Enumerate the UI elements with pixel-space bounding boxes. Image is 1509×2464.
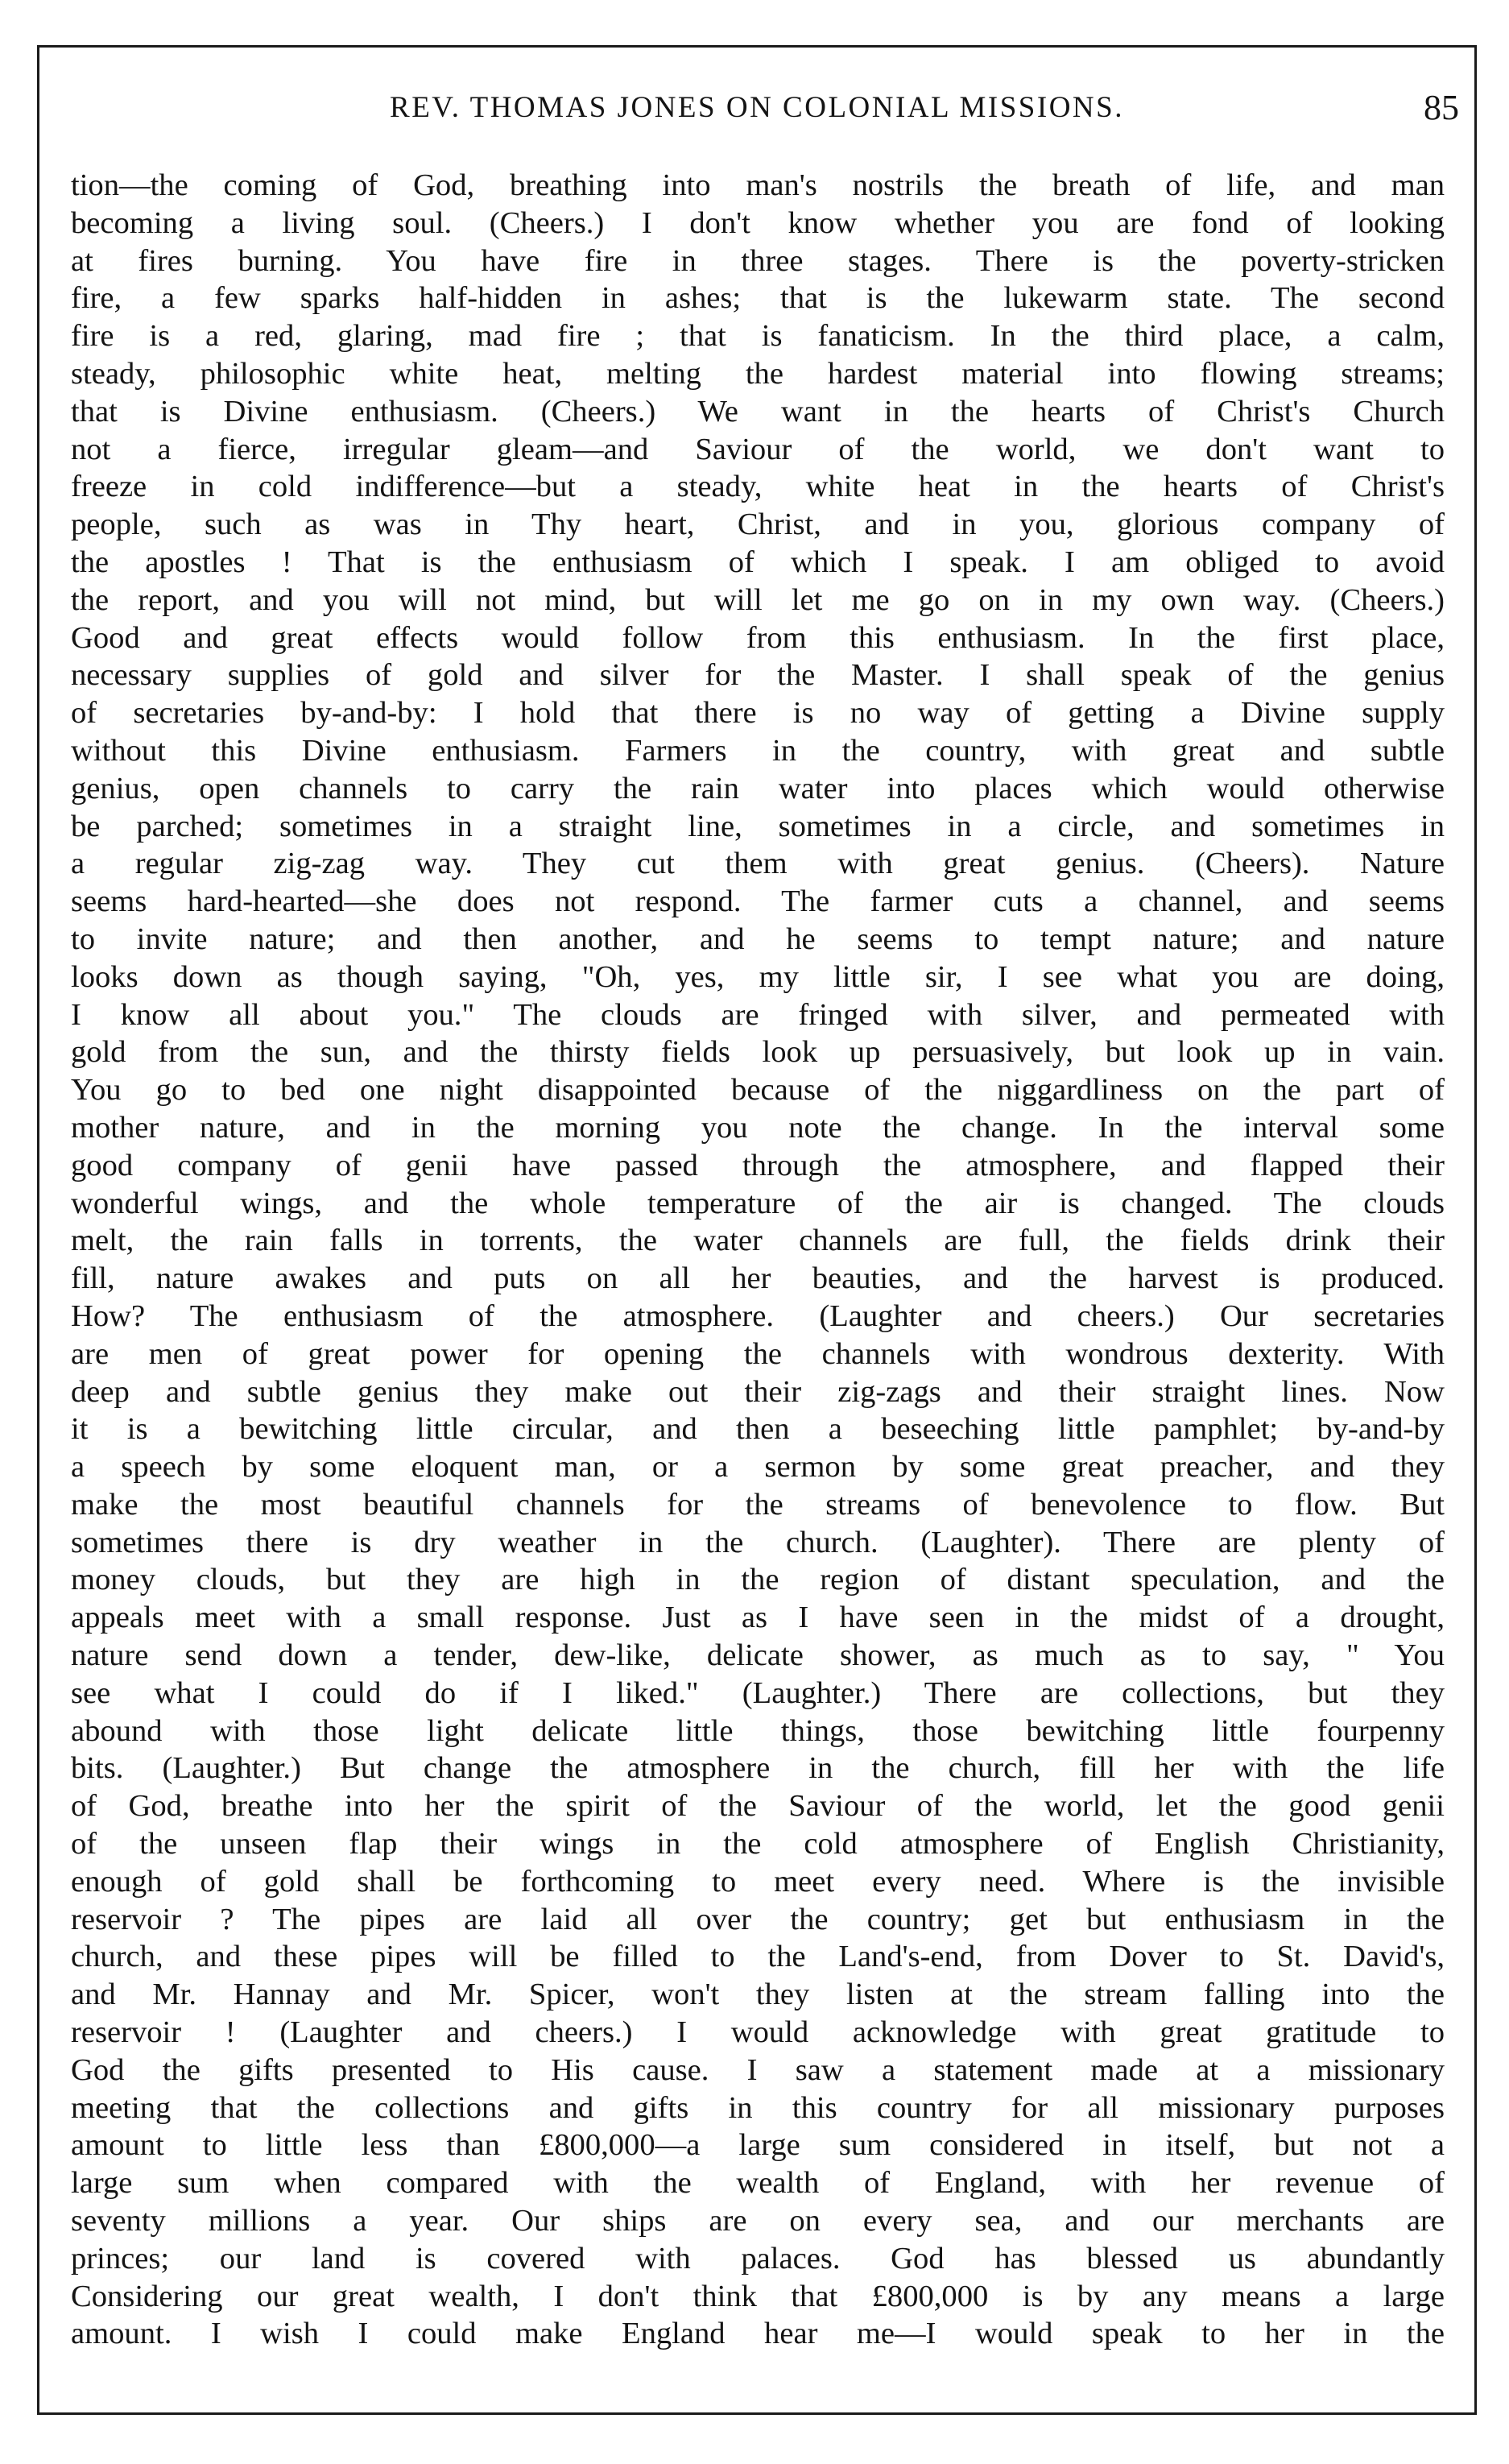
text-line: money clouds, but they are high in the region of distant speculation, and the <box>71 1563 1445 1597</box>
text-line: it is a bewitching little circular, and then a beseeching little pamphlet; by-and-by <box>71 1412 1445 1447</box>
text-line: God the gifts presented to His cause. I saw a statement made at a missionary <box>71 2052 1445 2087</box>
text-line: people, such as was in Thy heart, Christ, and in you, glorious company of <box>71 507 1445 542</box>
text-line: deep and subtle genius they make out their zig-zags and their straight lines. Now <box>71 1374 1445 1409</box>
text-line: fill, nature awakes and puts on all her beauties, and the harvest is produced. <box>71 1261 1445 1296</box>
text-line: abound with those light delicate little things, those bewitching little fourpenny <box>71 1713 1445 1748</box>
text-line: enough of gold shall be forthcoming to meet every need. Where is the invisible <box>71 1864 1445 1899</box>
page-header <box>37 84 1477 132</box>
text-line: nature send down a tender, dew-like, delicate shower, as much as to say, " You <box>71 1638 1445 1673</box>
text-line: fire, a few sparks half-hidden in ashes; that is the lukewarm state. The second <box>71 281 1445 316</box>
text-line: are men of great power for opening the channels with wondrous dexterity. With <box>71 1336 1445 1371</box>
text-line: sometimes there is dry weather in the church. (Laughter). There are plenty of <box>71 1525 1445 1559</box>
text-line: the report, and you will not mind, but will let me go on in my own way. (Cheers.) <box>71 582 1445 617</box>
text-line: good company of genii have passed through the atmosphere, and flapped their <box>71 1148 1445 1182</box>
page-number: 85 <box>1424 88 1459 127</box>
text-line: genius, open channels to carry the rain water into places which would otherwise <box>71 771 1445 805</box>
text-line: wonderful wings, and the whole temperature of the air is changed. The clouds <box>71 1186 1445 1220</box>
text-line: without this Divine enthusiasm. Farmers in the country, with great and subtle <box>71 733 1445 768</box>
text-line: and Mr. Hannay and Mr. Spicer, won't they listen at the stream falling into the <box>71 1977 1445 2012</box>
text-line: bits. (Laughter.) But change the atmosphere in the church, fill her with the life <box>71 1751 1445 1786</box>
running-title: REV. THOMAS JONES ON COLONIAL MISSIONS. <box>390 91 1124 124</box>
text-line: large sum when compared with the wealth of England, with her revenue of <box>71 2166 1445 2201</box>
text-line: reservoir ! (Laughter and cheers.) I would acknowledge with great gratitude to <box>71 2015 1445 2050</box>
text-line: not a fierce, irregular gleam—and Saviour of the world, we don't want to <box>71 432 1445 466</box>
text-line: seventy millions a year. Our ships are on every sea, and our merchants are <box>71 2204 1445 2238</box>
text-line: be parched; sometimes in a straight line, sometimes in a circle, and sometimes in <box>71 809 1445 843</box>
text-line: of secretaries by-and-by: I hold that there is no way of getting a Divine supply <box>71 696 1445 731</box>
text-line: looks down as though saying, "Oh, yes, my little sir, I see what you are doing, <box>71 959 1445 994</box>
text-line: the apostles ! That is the enthusiasm of which I speak. I am obliged to avoid <box>71 545 1445 579</box>
text-line: melt, the rain falls in torrents, the water channels are full, the fields drink their <box>71 1224 1445 1258</box>
text-line: princes; our land is covered with palaces. God has blessed us abundantly <box>71 2241 1445 2276</box>
text-line: You go to bed one night disappointed because of the niggardliness on the part of <box>71 1073 1445 1108</box>
text-line <box>71 2353 1445 2391</box>
text-line: meeting that the collections and gifts in this country for all missionary purposes <box>71 2090 1445 2125</box>
body-text <box>71 167 1445 2391</box>
text-line: freeze in cold indifference—but a steady, white heat in the hearts of Christ's <box>71 470 1445 504</box>
text-line: amount. I wish I could make England hear me—I would speak to her in the <box>71 2317 1445 2351</box>
text-line: steady, philosophic white heat, melting the hardest material into flowing streams; <box>71 356 1445 391</box>
text-line: of God, breathe into her the spirit of the Saviour of the world, let the good genii <box>71 1789 1445 1824</box>
text-line: that is Divine enthusiasm. (Cheers.) We want in the hearts of Christ's Church <box>71 394 1445 429</box>
text-line: mother nature, and in the morning you note the change. In the interval some <box>71 1110 1445 1145</box>
text-line: a regular zig-zag way. They cut them with great genius. (Cheers). Nature <box>71 847 1445 881</box>
text-line: Considering our great wealth, I don't think that £800,000 is by any means a large <box>71 2279 1445 2313</box>
text-line: gold from the sun, and the thirsty fields look up persuasively, but look up in vain. <box>71 1035 1445 1070</box>
text-line: reservoir ? The pipes are laid all over the country; get but enthusiasm in the <box>71 1902 1445 1936</box>
text-line: tion—the coming of God, breathing into man's nostrils the breath of life, and man <box>71 168 1445 202</box>
text-line: I know all about you." The clouds are fringed with silver, and permeated with <box>71 997 1445 1032</box>
text-line: to invite nature; and then another, and he seems to tempt nature; and nature <box>71 921 1445 956</box>
text-line: a speech by some eloquent man, or a sermon by some great preacher, and they <box>71 1450 1445 1485</box>
text-line: Good and great effects would follow from this enthusiasm. In the first place, <box>71 620 1445 655</box>
text-line: see what I could do if I liked." (Laughter.) There are collections, but they <box>71 1675 1445 1710</box>
text-line: at fires burning. You have fire in three stages. There is the poverty-stricken <box>71 243 1445 278</box>
text-line: amount to little less than £800,000—a large sum considered in itself, but not a <box>71 2128 1445 2163</box>
text-line: church, and these pipes will be filled to the Land's-end, from Dover to St. David's, <box>71 1940 1445 1974</box>
text-line: seems hard-hearted—she does not respond. The farmer cuts a channel, and seems <box>71 884 1445 919</box>
text-line: of the unseen flap their wings in the cold atmosphere of English Christianity, <box>71 1827 1445 1861</box>
text-line: make the most beautiful channels for the streams of benevolence to flow. But <box>71 1487 1445 1522</box>
text-line: appeals meet with a small response. Just as I have seen in the midst of a drought, <box>71 1601 1445 1635</box>
text-line: fire is a red, glaring, mad fire ; that is fanaticism. In the third place, a calm, <box>71 319 1445 354</box>
text-line: How? The enthusiasm of the atmosphere. (Laughter and cheers.) Our secretaries <box>71 1298 1445 1333</box>
text-line: becoming a living soul. (Cheers.) I don't know whether you are fond of looking <box>71 205 1445 240</box>
text-line: necessary supplies of gold and silver for the Master. I shall speak of the genius <box>71 658 1445 693</box>
